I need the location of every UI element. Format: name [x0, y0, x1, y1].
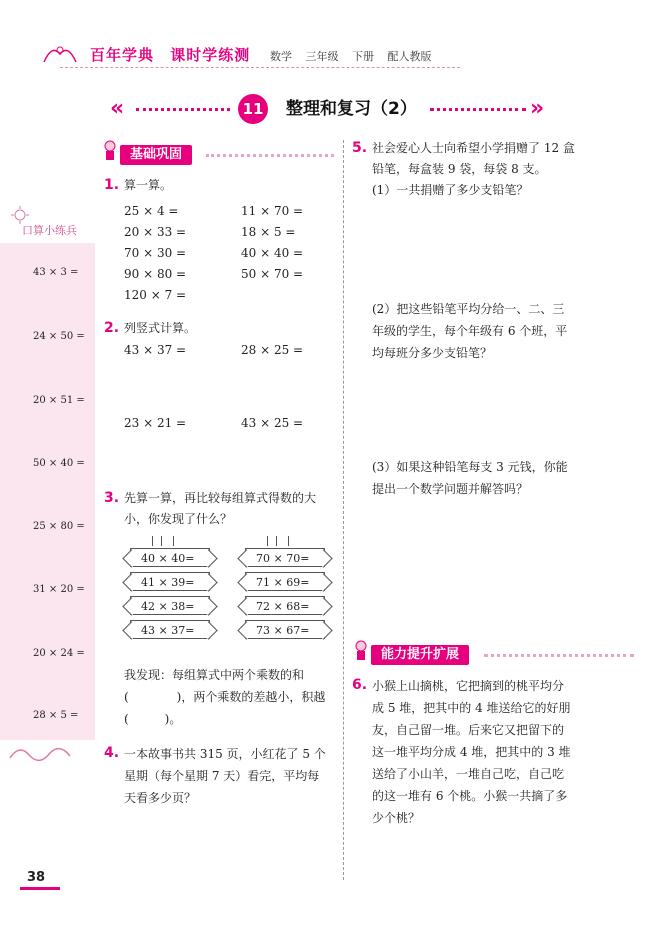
stick-deco	[152, 536, 174, 546]
question-text	[372, 675, 617, 829]
sidebar-item: 28 × 5 =	[33, 710, 79, 721]
text-line: ( )，两个乘数的差越小，积越	[124, 690, 326, 704]
text-line: 送给了小山羊，一堆自己吃，自己吃	[372, 767, 565, 781]
page-number-bar	[20, 887, 60, 890]
text-line: (2）把这些铅笔平均分给一、二、三	[372, 302, 565, 316]
calc-item: 50 × 70 =	[241, 267, 304, 281]
text-line: 少个桃？	[372, 811, 421, 825]
compare-box: 71 × 69=	[245, 572, 325, 591]
calc-item: 11 × 70 =	[241, 204, 304, 218]
question-part	[372, 298, 617, 364]
text-line: 铅笔，每盒装 9 袋，每袋 8 支。	[372, 162, 547, 176]
question-number: 6.	[352, 677, 368, 693]
sidebar-item: 50 × 40 =	[33, 458, 85, 469]
compare-box: 73 × 67=	[245, 620, 325, 639]
header-meta	[270, 48, 442, 64]
chevron-left-icon: «	[110, 96, 125, 121]
text-line: 成 5 堆，把其中的 4 堆送给它的好朋	[372, 701, 571, 715]
question-text	[372, 138, 617, 201]
text-line: 均每班分多少支铅笔？	[372, 346, 493, 360]
question-part	[372, 456, 617, 500]
calc-item: 120 × 7 =	[124, 288, 187, 302]
compare-box: 41 × 39=	[130, 572, 210, 591]
stick-deco	[267, 536, 289, 546]
finding-text	[124, 664, 339, 730]
text-line: 的这一堆有 6 个桃。小猴一共摘了多	[372, 789, 568, 803]
sidebar-item: 43 × 3 =	[33, 267, 79, 278]
header-subject: 数学	[270, 50, 292, 63]
text-line: 星期（每个星期 7 天）看完，平均每	[124, 769, 320, 783]
girl-mascot-icon	[352, 640, 370, 662]
dotted-line	[484, 654, 634, 657]
calc-item: 23 × 21 =	[124, 416, 187, 430]
lesson-number: 11	[238, 94, 268, 124]
calc-item: 90 × 80 =	[124, 267, 187, 281]
question-text	[124, 488, 339, 530]
text-line: 一本故事书共 315 页，小红花了 5 个	[124, 747, 326, 761]
text-line: 先算一算，再比较每组算式得数的大	[124, 491, 317, 505]
chevron-right-icon: »	[530, 96, 545, 121]
text-line: (1）一共捐赠了多少支铅笔？	[372, 183, 529, 197]
section-badge-advanced: 能力提升扩展	[371, 645, 469, 665]
text-line: 社会爱心人士向希望小学捐赠了 12 盒	[372, 141, 575, 155]
calc-item: 43 × 37 =	[124, 343, 187, 357]
lesson-title-row	[110, 96, 550, 122]
flower-deco-icon	[40, 40, 80, 66]
text-line: 我发现：每组算式中两个乘数的和	[124, 668, 305, 682]
sidebar-item: 31 × 20 =	[33, 584, 85, 595]
calc-item: 28 × 25 =	[241, 343, 304, 357]
sidebar-item: 25 × 80 =	[33, 521, 85, 532]
dotted-line	[206, 154, 334, 157]
sidebar-panel	[0, 243, 95, 740]
question-title: 列竖式计算。	[124, 321, 197, 335]
calc-item: 70 × 30 =	[124, 246, 187, 260]
calc-item: 25 × 4 =	[124, 204, 179, 218]
brand-left: 百年学典	[90, 46, 155, 64]
text-line: (3）如果这种铅笔每支 3 元钱，你能	[372, 460, 568, 474]
compare-box: 72 × 68=	[245, 596, 325, 615]
calc-item: 43 × 25 =	[241, 416, 304, 430]
dotted-line	[430, 108, 526, 111]
text-line: 友，自己留一堆。后来它又把留下的	[372, 723, 565, 737]
question-number: 5.	[352, 140, 368, 156]
section-badge-basic: 基础巩固	[120, 145, 192, 165]
column-divider	[343, 140, 344, 880]
question-number: 3.	[104, 490, 120, 506]
compare-box: 40 × 40=	[130, 548, 210, 567]
calc-item: 18 × 5 =	[241, 225, 296, 239]
sidebar-item: 24 × 50 =	[33, 331, 85, 342]
compare-box: 43 × 37=	[130, 620, 210, 639]
header-volume: 下册	[352, 50, 374, 63]
text-line: ( )。	[124, 712, 182, 726]
calc-item: 20 × 33 =	[124, 225, 187, 239]
sidebar-item: 20 × 24 =	[33, 648, 85, 659]
brand-title	[90, 44, 260, 65]
text-line: 小猴上山摘桃，它把摘到的桃平均分	[372, 679, 565, 693]
question-title: 算一算。	[124, 178, 173, 192]
question-number: 2.	[104, 320, 120, 336]
girl-mascot-icon	[102, 140, 118, 162]
question-number: 1.	[104, 177, 120, 193]
dotted-line	[136, 108, 230, 111]
header-divider	[60, 67, 460, 68]
text-line: 这一堆平均分成 4 堆，把其中的 3 堆	[372, 745, 571, 759]
text-line: 小，你发现了什么？	[124, 512, 233, 526]
header-edition: 配人教版	[387, 50, 432, 63]
calc-item: 40 × 40 =	[241, 246, 304, 260]
question-text	[124, 743, 339, 809]
brand-right: 课时学练测	[170, 46, 251, 64]
swirl-deco-icon	[5, 738, 75, 768]
lesson-title: 整理和复习（2）	[286, 99, 417, 119]
calc-column-left	[124, 201, 186, 306]
sidebar-title: 口算小练兵	[22, 224, 77, 237]
text-line: 年级的学生，每个年级有 6 个班，平	[372, 324, 568, 338]
question-number: 4.	[104, 745, 120, 761]
page-number: 38	[27, 870, 46, 885]
sidebar-item: 20 × 51 =	[33, 395, 85, 406]
text-line: 天看多少页？	[124, 791, 197, 805]
compare-box: 70 × 70=	[245, 548, 325, 567]
calc-column-right	[241, 201, 303, 285]
text-line: 提出一个数学问题并解答吗？	[372, 482, 529, 496]
compare-box: 42 × 38=	[130, 596, 210, 615]
header-grade: 三年级	[305, 50, 339, 63]
